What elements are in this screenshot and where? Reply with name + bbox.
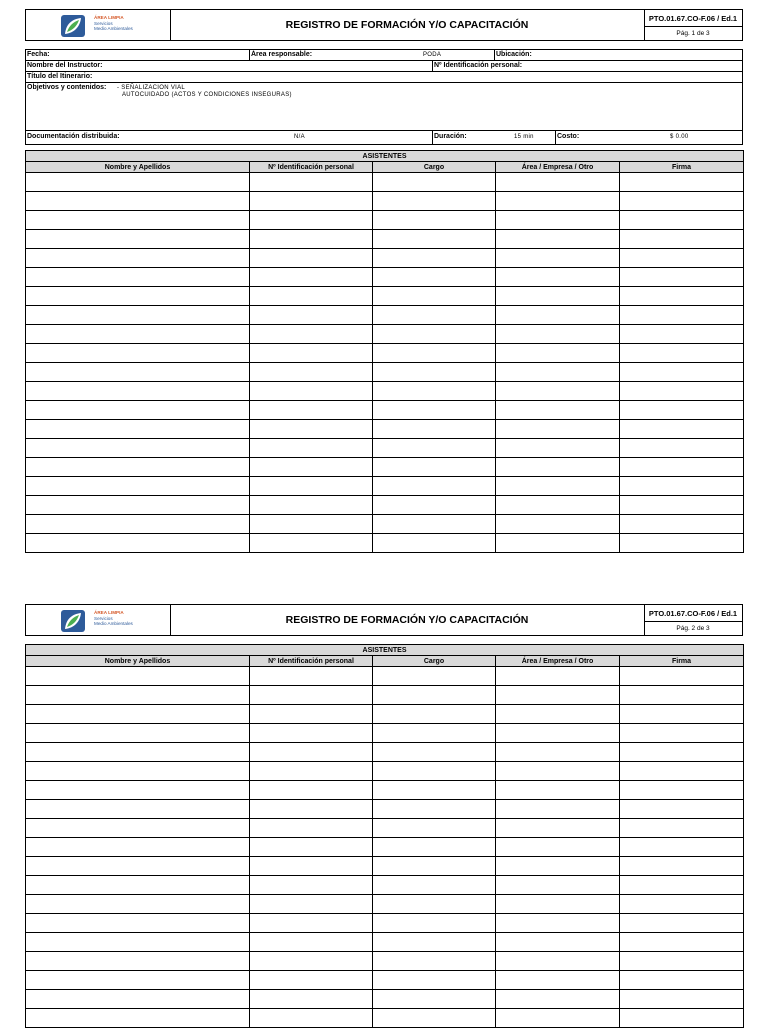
cell-firma[interactable] <box>620 762 744 781</box>
form-code: PTO.01.67.CO-F.06 / Ed.1 <box>644 10 742 27</box>
col-header-nombre: Nombre y Apellidos <box>26 656 250 667</box>
cell-cargo[interactable] <box>373 705 496 724</box>
attendee-row <box>26 211 744 230</box>
cell-firma[interactable] <box>620 268 744 287</box>
cell-id[interactable] <box>250 971 373 990</box>
cell-id[interactable] <box>250 211 373 230</box>
attendee-row <box>26 971 744 990</box>
cell-cargo[interactable] <box>373 439 496 458</box>
cell-nombre[interactable] <box>26 268 250 287</box>
cell-id[interactable] <box>250 420 373 439</box>
cell-firma[interactable] <box>620 439 744 458</box>
logo-line-3: Medio Ambientales <box>94 621 133 627</box>
cell-nombre[interactable] <box>26 800 250 819</box>
form-header-page-1 <box>25 9 743 41</box>
cell-nombre[interactable] <box>26 762 250 781</box>
cell-cargo[interactable] <box>373 458 496 477</box>
cell-id[interactable] <box>250 287 373 306</box>
cell-cargo[interactable] <box>373 819 496 838</box>
cell-area[interactable] <box>496 933 620 952</box>
cell-cargo[interactable] <box>373 230 496 249</box>
cell-firma[interactable] <box>620 838 744 857</box>
cell-firma[interactable] <box>620 534 744 553</box>
cell-firma[interactable] <box>620 990 744 1009</box>
cell-firma[interactable] <box>620 819 744 838</box>
cell-firma[interactable] <box>620 895 744 914</box>
cell-area[interactable] <box>496 287 620 306</box>
info-row-documentacion <box>26 131 742 145</box>
cell-id[interactable] <box>250 306 373 325</box>
ubicacion-label: Ubicación: <box>496 51 532 58</box>
cell-firma[interactable] <box>620 477 744 496</box>
cell-cargo[interactable] <box>373 344 496 363</box>
cell-cargo[interactable] <box>373 933 496 952</box>
cell-nombre[interactable] <box>26 344 250 363</box>
cell-nombre[interactable] <box>26 667 250 686</box>
cell-area[interactable] <box>496 857 620 876</box>
cell-id[interactable] <box>250 762 373 781</box>
cell-firma[interactable] <box>620 420 744 439</box>
cell-nombre[interactable] <box>26 895 250 914</box>
cell-nombre[interactable] <box>26 990 250 1009</box>
cell-cargo[interactable] <box>373 268 496 287</box>
cell-nombre[interactable] <box>26 458 250 477</box>
cell-cargo[interactable] <box>373 211 496 230</box>
cell-firma[interactable] <box>620 705 744 724</box>
cell-id[interactable] <box>250 344 373 363</box>
attendee-row <box>26 477 744 496</box>
cell-firma[interactable] <box>620 515 744 534</box>
cell-nombre[interactable] <box>26 705 250 724</box>
attendee-row <box>26 306 744 325</box>
cell-cargo[interactable] <box>373 857 496 876</box>
cell-cargo[interactable] <box>373 401 496 420</box>
cell-firma[interactable] <box>620 306 744 325</box>
cell-nombre[interactable] <box>26 838 250 857</box>
attendee-row <box>26 857 744 876</box>
cell-cargo[interactable] <box>373 762 496 781</box>
duracion-label: Duración: <box>434 133 467 140</box>
cell-area[interactable] <box>496 667 620 686</box>
attendee-row <box>26 534 744 553</box>
info-row-itinerario <box>26 72 742 83</box>
costo-label: Costo: <box>557 133 580 140</box>
page-number: Pág. 2 de 3 <box>676 624 710 632</box>
cell-id[interactable] <box>250 990 373 1009</box>
col-header-id: Nº Identificación personal <box>250 656 373 667</box>
cell-id[interactable] <box>250 933 373 952</box>
attendee-row <box>26 724 744 743</box>
attendees-banner: ASISTENTES <box>26 645 744 656</box>
documentacion-label: Documentación distribuida: <box>27 133 120 140</box>
cell-area[interactable] <box>496 743 620 762</box>
cell-firma[interactable] <box>620 458 744 477</box>
cell-nombre[interactable] <box>26 401 250 420</box>
attendees-table-page-1 <box>25 150 744 553</box>
cell-area[interactable] <box>496 306 620 325</box>
logo-line-2: Servicios <box>94 615 113 621</box>
instructor-id-label: Nº Identificación personal: <box>434 62 523 69</box>
cell-firma[interactable] <box>620 743 744 762</box>
cell-firma[interactable] <box>620 971 744 990</box>
col-header-nombre: Nombre y Apellidos <box>26 162 250 173</box>
cell-id[interactable] <box>250 781 373 800</box>
attendee-row <box>26 382 744 401</box>
cell-nombre[interactable] <box>26 876 250 895</box>
cell-id[interactable] <box>250 686 373 705</box>
cell-id[interactable] <box>250 230 373 249</box>
cell-id[interactable] <box>250 1009 373 1028</box>
cell-nombre[interactable] <box>26 287 250 306</box>
logo-text <box>94 15 133 32</box>
cell-area[interactable] <box>496 344 620 363</box>
cell-nombre[interactable] <box>26 534 250 553</box>
cell-cargo[interactable] <box>373 667 496 686</box>
col-header-cargo: Cargo <box>373 162 496 173</box>
cell-nombre[interactable] <box>26 306 250 325</box>
form-code: PTO.01.67.CO-F.06 / Ed.1 <box>644 605 742 622</box>
cell-nombre[interactable] <box>26 686 250 705</box>
attendee-row <box>26 363 744 382</box>
cell-nombre[interactable] <box>26 914 250 933</box>
cell-cargo[interactable] <box>373 781 496 800</box>
cell-area[interactable] <box>496 363 620 382</box>
attendee-row <box>26 705 744 724</box>
cell-cargo[interactable] <box>373 952 496 971</box>
cell-nombre[interactable] <box>26 230 250 249</box>
cell-area[interactable] <box>496 382 620 401</box>
logo-line-3: Medio Ambientales <box>94 26 133 32</box>
info-row-fecha <box>26 50 742 61</box>
cell-area[interactable] <box>496 211 620 230</box>
cell-area[interactable] <box>496 268 620 287</box>
logo-brand: ÁREA LIMPIA <box>94 610 124 615</box>
attendee-row <box>26 933 744 952</box>
attendee-row <box>26 515 744 534</box>
cell-firma[interactable] <box>620 192 744 211</box>
cell-id[interactable] <box>250 914 373 933</box>
cell-area[interactable] <box>496 249 620 268</box>
cell-cargo[interactable] <box>373 686 496 705</box>
cell-nombre[interactable] <box>26 363 250 382</box>
cell-nombre[interactable] <box>26 819 250 838</box>
fecha-label: Fecha: <box>27 51 50 58</box>
cell-area[interactable] <box>496 439 620 458</box>
cell-firma[interactable] <box>620 325 744 344</box>
attendee-row <box>26 420 744 439</box>
cell-cargo[interactable] <box>373 306 496 325</box>
attendee-row <box>26 439 744 458</box>
cell-area[interactable] <box>496 971 620 990</box>
col-header-firma: Firma <box>620 656 744 667</box>
cell-cargo[interactable] <box>373 496 496 515</box>
cell-firma[interactable] <box>620 363 744 382</box>
attendee-row <box>26 287 744 306</box>
cell-id[interactable] <box>250 876 373 895</box>
cell-id[interactable] <box>250 952 373 971</box>
col-header-area: Área / Empresa / Otro <box>496 656 620 667</box>
cell-firma[interactable] <box>620 382 744 401</box>
cell-cargo[interactable] <box>373 895 496 914</box>
cell-nombre[interactable] <box>26 952 250 971</box>
objetivos-line-2: AUTOCUIDADO (ACTOS Y CONDICIONES INSEGURAS) <box>122 92 292 98</box>
logo-cell <box>26 10 171 40</box>
cell-id[interactable] <box>250 401 373 420</box>
attendee-row <box>26 781 744 800</box>
cell-id[interactable] <box>250 515 373 534</box>
cell-area[interactable] <box>496 914 620 933</box>
cell-nombre[interactable] <box>26 496 250 515</box>
cell-nombre[interactable] <box>26 173 250 192</box>
attendee-row <box>26 496 744 515</box>
cell-id[interactable] <box>250 192 373 211</box>
objetivos-label: Objetivos y contenidos: <box>27 84 107 91</box>
cell-id[interactable] <box>250 249 373 268</box>
cell-firma[interactable] <box>620 287 744 306</box>
cell-area[interactable] <box>496 705 620 724</box>
cell-id[interactable] <box>250 325 373 344</box>
cell-nombre[interactable] <box>26 743 250 762</box>
cell-cargo[interactable] <box>373 838 496 857</box>
cell-id[interactable] <box>250 705 373 724</box>
attendee-row <box>26 249 744 268</box>
attendee-row <box>26 686 744 705</box>
logo-brand: ÁREA LIMPIA <box>94 15 124 20</box>
cell-id[interactable] <box>250 857 373 876</box>
info-row-objetivos <box>26 83 742 131</box>
cell-nombre[interactable] <box>26 971 250 990</box>
page-number: Pág. 1 de 3 <box>676 29 710 37</box>
cell-area[interactable] <box>496 762 620 781</box>
cell-id[interactable] <box>250 819 373 838</box>
cell-id[interactable] <box>250 667 373 686</box>
cell-area[interactable] <box>496 800 620 819</box>
form-header-page-2 <box>25 604 743 636</box>
col-header-area: Área / Empresa / Otro <box>496 162 620 173</box>
cell-cargo[interactable] <box>373 990 496 1009</box>
cell-firma[interactable] <box>620 914 744 933</box>
cell-area[interactable] <box>496 952 620 971</box>
attendee-row <box>26 952 744 971</box>
cell-area[interactable] <box>496 838 620 857</box>
cell-id[interactable] <box>250 363 373 382</box>
cell-area[interactable] <box>496 895 620 914</box>
cell-id[interactable] <box>250 439 373 458</box>
cell-area[interactable] <box>496 192 620 211</box>
cell-firma[interactable] <box>620 686 744 705</box>
cell-cargo[interactable] <box>373 325 496 344</box>
cell-nombre[interactable] <box>26 857 250 876</box>
cell-id[interactable] <box>250 458 373 477</box>
cell-nombre[interactable] <box>26 192 250 211</box>
attendee-row <box>26 268 744 287</box>
cell-firma[interactable] <box>620 952 744 971</box>
cell-nombre[interactable] <box>26 781 250 800</box>
cell-firma[interactable] <box>620 173 744 192</box>
cell-id[interactable] <box>250 534 373 553</box>
cell-firma[interactable] <box>620 800 744 819</box>
cell-area[interactable] <box>496 496 620 515</box>
cell-cargo[interactable] <box>373 477 496 496</box>
cell-area[interactable] <box>496 1009 620 1028</box>
cell-firma[interactable] <box>620 249 744 268</box>
cell-cargo[interactable] <box>373 192 496 211</box>
attendee-row <box>26 800 744 819</box>
cell-area[interactable] <box>496 990 620 1009</box>
cell-firma[interactable] <box>620 496 744 515</box>
cell-id[interactable] <box>250 268 373 287</box>
attendee-row <box>26 819 744 838</box>
cell-firma[interactable] <box>620 230 744 249</box>
cell-cargo[interactable] <box>373 876 496 895</box>
cell-id[interactable] <box>250 895 373 914</box>
documentacion-value: N/A <box>294 134 305 140</box>
cell-area[interactable] <box>496 781 620 800</box>
cell-area[interactable] <box>496 325 620 344</box>
attendees-banner: ASISTENTES <box>26 151 744 162</box>
cell-cargo[interactable] <box>373 287 496 306</box>
cell-cargo[interactable] <box>373 914 496 933</box>
attendee-row <box>26 401 744 420</box>
attendee-row <box>26 667 744 686</box>
attendee-row <box>26 838 744 857</box>
attendee-row <box>26 743 744 762</box>
attendee-row <box>26 876 744 895</box>
cell-cargo[interactable] <box>373 515 496 534</box>
cell-id[interactable] <box>250 173 373 192</box>
attendee-row <box>26 1009 744 1028</box>
cell-area[interactable] <box>496 477 620 496</box>
cell-id[interactable] <box>250 743 373 762</box>
cell-area[interactable] <box>496 724 620 743</box>
col-header-cargo: Cargo <box>373 656 496 667</box>
cell-cargo[interactable] <box>373 382 496 401</box>
cell-id[interactable] <box>250 477 373 496</box>
attendee-row <box>26 173 744 192</box>
area-label: Área responsable: <box>251 51 313 58</box>
cell-firma[interactable] <box>620 344 744 363</box>
costo-value: $ 0.00 <box>670 134 689 140</box>
cell-area[interactable] <box>496 515 620 534</box>
cell-nombre[interactable] <box>26 515 250 534</box>
info-row-instructor <box>26 61 742 72</box>
itinerario-label: Título del Itinerario: <box>27 73 93 80</box>
cell-area[interactable] <box>496 401 620 420</box>
cell-area[interactable] <box>496 458 620 477</box>
attendee-row <box>26 895 744 914</box>
cell-area[interactable] <box>496 819 620 838</box>
cell-cargo[interactable] <box>373 534 496 553</box>
cell-nombre[interactable] <box>26 1009 250 1028</box>
cell-cargo[interactable] <box>373 420 496 439</box>
area-value[interactable]: PODA <box>423 52 442 58</box>
cell-area[interactable] <box>496 230 620 249</box>
cell-nombre[interactable] <box>26 439 250 458</box>
cell-nombre[interactable] <box>26 477 250 496</box>
cell-area[interactable] <box>496 686 620 705</box>
col-header-firma: Firma <box>620 162 744 173</box>
cell-firma[interactable] <box>620 211 744 230</box>
cell-nombre[interactable] <box>26 211 250 230</box>
cell-firma[interactable] <box>620 933 744 952</box>
cell-nombre[interactable] <box>26 382 250 401</box>
attendee-row <box>26 458 744 477</box>
col-header-id: Nº Identificación personal <box>250 162 373 173</box>
cell-cargo[interactable] <box>373 173 496 192</box>
cell-nombre[interactable] <box>26 325 250 344</box>
cell-id[interactable] <box>250 382 373 401</box>
cell-cargo[interactable] <box>373 1009 496 1028</box>
cell-firma[interactable] <box>620 857 744 876</box>
form-title: REGISTRO DE FORMACIÓN Y/O CAPACITACIÓN <box>170 605 645 635</box>
form-title: REGISTRO DE FORMACIÓN Y/O CAPACITACIÓN <box>170 10 645 40</box>
cell-cargo[interactable] <box>373 363 496 382</box>
attendee-row <box>26 192 744 211</box>
cell-firma[interactable] <box>620 876 744 895</box>
cell-nombre[interactable] <box>26 249 250 268</box>
cell-cargo[interactable] <box>373 800 496 819</box>
cell-cargo[interactable] <box>373 724 496 743</box>
cell-id[interactable] <box>250 496 373 515</box>
cell-id[interactable] <box>250 800 373 819</box>
cell-area[interactable] <box>496 173 620 192</box>
cell-cargo[interactable] <box>373 249 496 268</box>
cell-nombre[interactable] <box>26 420 250 439</box>
cell-cargo[interactable] <box>373 743 496 762</box>
attendee-row <box>26 325 744 344</box>
cell-nombre[interactable] <box>26 933 250 952</box>
leaf-logo-icon <box>60 14 86 38</box>
cell-id[interactable] <box>250 724 373 743</box>
cell-firma[interactable] <box>620 401 744 420</box>
cell-area[interactable] <box>496 534 620 553</box>
attendee-row <box>26 344 744 363</box>
attendee-row <box>26 914 744 933</box>
logo-cell <box>26 605 171 635</box>
objetivos-line-1: - SEÑALIZACION VIAL <box>117 85 186 91</box>
attendee-row <box>26 990 744 1009</box>
cell-firma[interactable] <box>620 1009 744 1028</box>
attendees-table-page-2 <box>25 644 744 1028</box>
cell-firma[interactable] <box>620 724 744 743</box>
cell-area[interactable] <box>496 420 620 439</box>
cell-nombre[interactable] <box>26 724 250 743</box>
attendee-row <box>26 762 744 781</box>
attendee-row <box>26 230 744 249</box>
leaf-logo-icon <box>60 609 86 633</box>
duracion-value: 15 min <box>514 134 534 140</box>
cell-firma[interactable] <box>620 667 744 686</box>
logo-line-2: Servicios <box>94 20 113 26</box>
training-info-section <box>25 49 743 145</box>
cell-area[interactable] <box>496 876 620 895</box>
cell-firma[interactable] <box>620 781 744 800</box>
instructor-label: Nombre del Instructor: <box>27 62 103 69</box>
cell-id[interactable] <box>250 838 373 857</box>
cell-cargo[interactable] <box>373 971 496 990</box>
logo-text <box>94 610 133 627</box>
